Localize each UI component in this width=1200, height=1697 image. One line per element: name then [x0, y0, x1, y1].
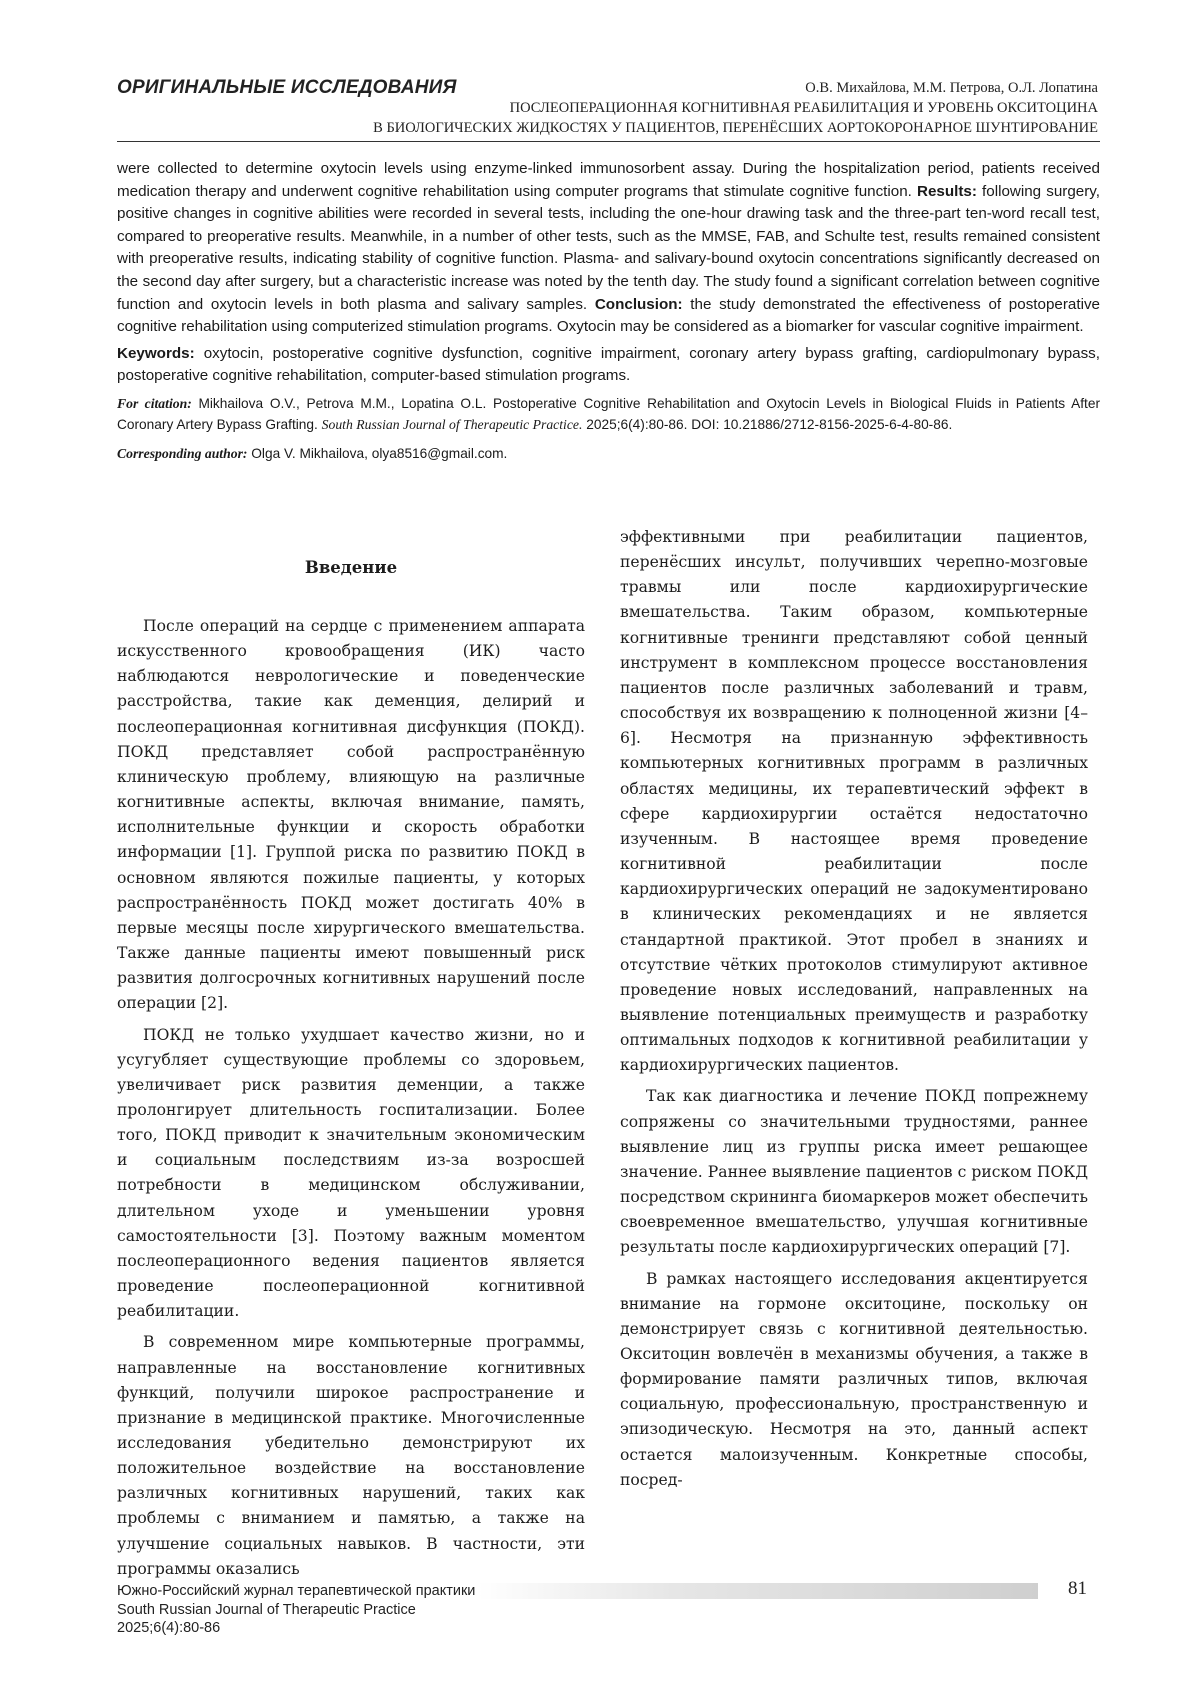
header-title-line1: ПОСЛЕОПЕРАЦИОННАЯ КОГНИТИВНАЯ РЕАБИЛИТАЦИЯ И УРОВЕНЬ ОКСИТОЦИНА: [509, 100, 1098, 116]
abstract-body: [117, 158, 1100, 339]
keywords: [117, 343, 1100, 388]
paragraph: эффективными при реабилитации пациентов, перенёсших инсульт, получивших черепно-мозговые травмы или после кардиохирургические вмешательства. Таким образом, компьютерные когнитивные тренинги представляют собой ценный инструмент в комплексном процессе восстановления пациентов после различных заболеваний и травм, способствуя их возвращению к полноценной жизни [4–6]. Несмотря на признанную эффективность компьютерных когнитивных программ в различных областях медицины, их терапевтический эффект в сфере кардиохирургии остаётся недостаточно изученным. В настоящее время проведение когнитивной реабилитации после кардиохирургических операций не задокументировано в клинических рекомендациях и не является стандартной практикой. Этот пробел в знаниях и отсутствие чётких протоколов стимулируют активное проведение новых исследований, направленных на выявление потенциальных преимуществ и разработку оптимальных подходов к когнитивной реабилитации у кардиохирургических пациентов.: [620, 528, 1088, 1075]
abstract: [117, 158, 1100, 464]
footer-journal-en: South Russian Journal of Therapeutic Practice: [117, 1601, 416, 1618]
header-title-line2: В БИОЛОГИЧЕСКИХ ЖИДКОСТЯХ У ПАЦИЕНТОВ, ПЕРЕНЁСШИХ АОРТОКОРОНАРНОЕ ШУНТИРОВАНИЕ: [373, 120, 1098, 136]
citation-journal: South Russian Journal of Therapeutic Practice.: [321, 416, 583, 432]
results-label: Results:: [917, 182, 977, 200]
paragraph: Так как диагностика и лечение ПОКД попрежнему сопряжены со значительными трудностями, раннее выявление лиц из группы риска имеет решающее значение. Раннее выявление пациентов с риском ПОКД посредством скрининга биомаркеров может обеспечить своевременное вмешательство, улучшая когнитивные результаты после кардиохирургических операций [7].: [620, 1087, 1088, 1257]
conclusion-label: Conclusion:: [594, 295, 683, 313]
citation-text: Mikhailova O.V., Petrova M.M., Lopatina O.L. Postoperative Cognitive Rehabilitation and Oxytocin Levels in Biological Fluids in Patients After Coronary Artery Bypass Grafting.: [117, 395, 1100, 432]
footer-gradient-bar: [478, 1583, 1038, 1599]
header-authors: О.В. Михайлова, М.М. Петрова, О.Л. Лопатина: [805, 80, 1098, 96]
abstract-methods-tail: were collected to determine oxytocin levels using enzyme-linked immunosorbent assay. During the hospitalization period, patients received medication therapy and underwent cognitive rehabilitation using computer programs that stimulate cognitive function.: [117, 160, 1100, 200]
running-header: [373, 78, 1098, 138]
header-divider: [117, 141, 1100, 142]
keywords-text: oxytocin, postoperative cognitive dysfunction, cognitive impairment, coronary artery bypass grafting, cardiopulmonary bypass, postoperative cognitive rehabilitation, computer-based stimulation programs.: [117, 344, 1100, 385]
corresponding-author-label: Corresponding author:: [117, 445, 248, 461]
conclusion-text: the study demonstrated the effectiveness of postoperative cognitive rehabilitation using computerized stimulation programs. Oxytocin may be considered as a biomarker for vascular cognitive impairment.: [117, 295, 1100, 336]
citation-doi[interactable]: 2025;6(4):80-86. DOI: 10.21886/2712-8156-2025-6-4-80-86.: [586, 416, 953, 432]
citation-label: For citation:: [117, 395, 192, 411]
footer-issue: 2025;6(4):80-86: [117, 1620, 221, 1636]
footer-journal-info: [117, 1582, 475, 1638]
keywords-label: Keywords:: [117, 344, 195, 362]
citation: [117, 393, 1100, 435]
corresponding-author-text[interactable]: Olga V. Mikhailova, olya8516@gmail.com.: [251, 445, 508, 461]
intro-heading: Введение: [304, 558, 398, 577]
section-label: ОРИГИНАЛЬНЫЕ ИССЛЕДОВАНИЯ: [117, 77, 457, 98]
paragraph: После операций на сердце с применением аппарата искусственного кровообращения (ИК) часто наблюдаются неврологические и поведенческие расстройства, такие как деменция, делирий и послеоперационная когнитивная дисфункция (ПОКД). ПОКД представляет собой распространённую клиническую проблему, влияющую на различные когнитивные аспекты, включая внимание, память, исполнительные функции и скорость обработки информации [1]. Группой риска по развитию ПОКД в основном являются пожилые пациенты, у которых распространённость ПОКД может достигать 40% в первые месяцы после хирургического вмешательства. Также данные пациенты имеют повышенный риск развития долгосрочных когнитивных нарушений после операции [2].: [117, 617, 585, 1013]
body-column-left: [117, 555, 585, 1582]
paragraph: В рамках настоящего исследования акцентируется внимание на гормоне окситоцине, поскольку он демонстрирует связь с когнитивной деятельностью. Окситоцин вовлечён в механизмы обучения, а также в формирование памяти различных типов, включая социальную, профессиональную, пространственную и эпизодическую. Несмотря на это, данный аспект остается малоизученным. Конкретные способы, посред-: [620, 1269, 1088, 1489]
results-text: following surgery, positive changes in cognitive abilities were recorded in several tests, including the one-hour drawing task and the three-part ten-word recall test, compared to preoperative results. Meanwhile, in a number of other tests, such as the MMSE, FAB, and Schulte test, results remained consistent with preoperative results, indicating stability of cognitive function. Plasma- and salivary-bound oxytocin concentrations significantly decreased on the second day after surgery, but a characteristic increase was noted by the tenth day. The study found a significant correlation between cognitive function and oxytocin levels in both plasma and salivary samples.: [117, 182, 1100, 313]
corresponding-author: [117, 443, 1100, 464]
paragraph: ПОКД не только ухудшает качество жизни, но и усугубляет существующие проблемы со здоровьем, увеличивает риск развития деменции, а также пролонгирует длительность госпитализации. Более того, ПОКД приводит к значительным экономическим и социальным последствиям из-за возросшей потребности в медицинском обслуживании, длительном уходе и уменьшении уровня самостоятельности [3]. Поэтому важным моментом послеоперационного ведения пациентов является проведение послеоперационной когнитивной реабилитации.: [117, 1025, 585, 1321]
body-column-right: [620, 525, 1088, 1493]
page-number: 81: [1068, 1578, 1087, 1599]
paragraph: В современном мире компьютерные программы, направленные на восстановление когнитивных функций, получили широкое распространение и признание в медицинской практике. Многочисленные исследования убедительно демонстрируют их положительное воздействие на восстановление различных когнитивных нарушений, таких как проблемы с вниманием и памятью, а также на улучшение социальных навыков. В частности, эти программы оказались: [117, 1333, 585, 1578]
footer-journal-ru: Южно-Российский журнал терапевтической практики: [117, 1583, 476, 1599]
